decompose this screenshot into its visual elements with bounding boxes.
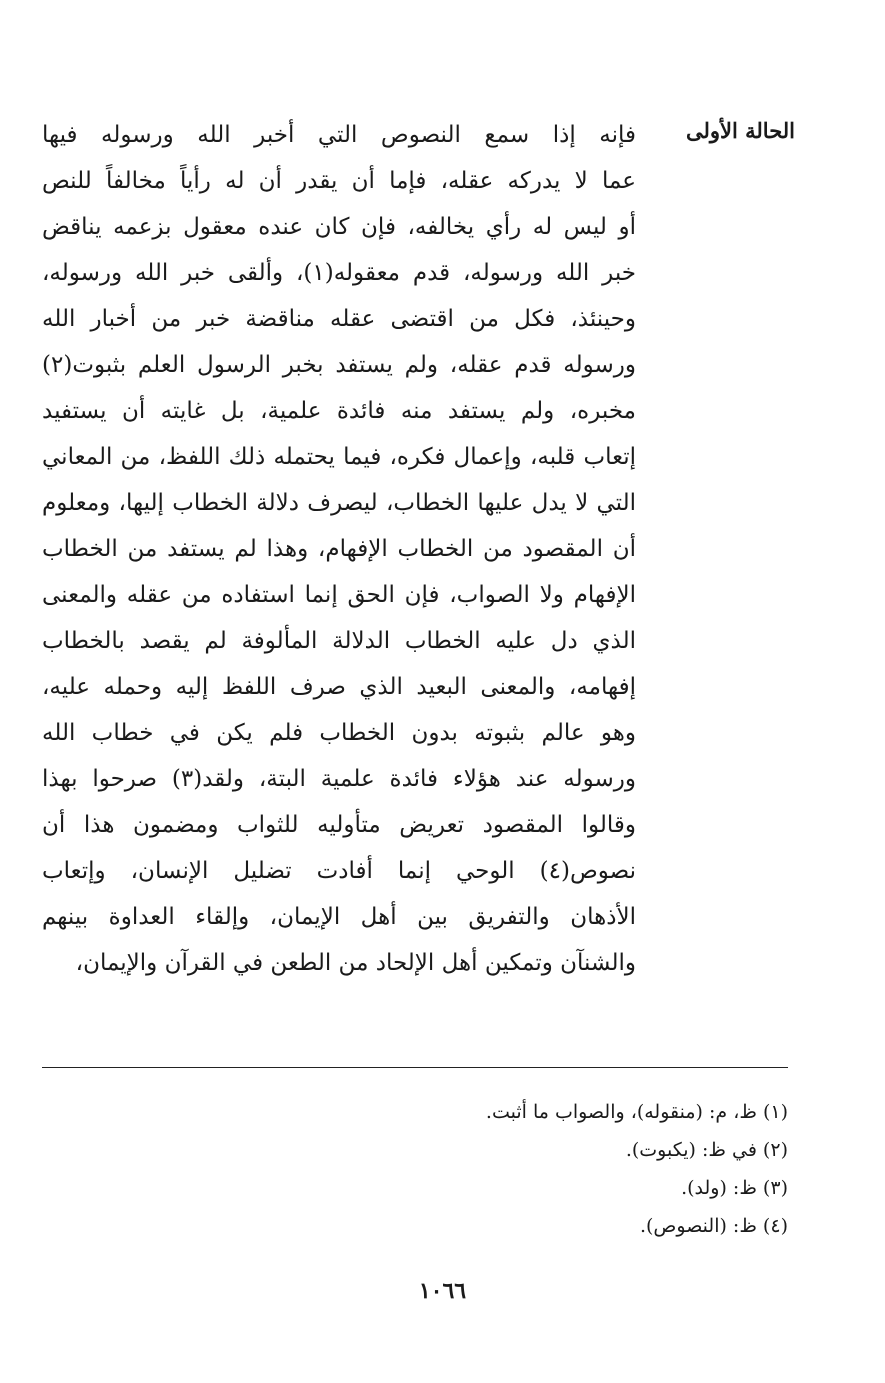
body-line: الذي دل عليه الخطاب الدلالة المألوفة لم يقصد بالخطاب [42, 628, 636, 654]
body-line: عما لا يدركه عقله، فإما أن يقدر أن له رأياً مخالفاً للنص [42, 168, 636, 194]
body-line: والشنآن وتمكين أهل الإلحاد من الطعن في القرآن والإيمان، [75, 950, 636, 976]
body-line: فإنه إذا سمع النصوص التي أخبر الله ورسوله فيها [42, 122, 636, 148]
body-line: إتعاب قلبه، وإعمال فكره، فيما يحتمله ذلك اللفظ، من المعاني [42, 444, 636, 470]
body-line: الأذهان والتفريق بين أهل الإيمان، وإلقاء العداوة بينهم [42, 904, 636, 930]
body-line: نصوص(٤) الوحي إنما أفادت تضليل الإنسان، وإتعاب [42, 858, 636, 884]
body-line: ورسوله قدم عقله، ولم يستفد بخبر الرسول العلم بثبوت(٢) [42, 352, 636, 378]
side-heading: الحالة الأولى [685, 118, 795, 143]
body-line: أن المقصود من الخطاب الإفهام، وهذا لم يستفد من الخطاب [42, 536, 636, 562]
body-line: إفهامه، والمعنى البعيد الذي صرف اللفظ إليه وحمله عليه، [42, 674, 636, 700]
body-line: وهو عالم بثبوته بدون الخطاب فلم يكن في خطاب الله [42, 720, 636, 746]
page-number: ١٠٦٦ [418, 1278, 467, 1304]
body-line: ورسوله عند هؤلاء فائدة علمية البتة، ولقد(٣) صرحوا بهذا [42, 766, 636, 792]
body-line: وقالوا المقصود تعريض متأوليه للثواب ومضمون هذا أن [42, 812, 636, 838]
body-line: مخبره، ولم يستفد منه فائدة علمية، بل غايته أن يستفيد [42, 398, 636, 424]
body-line: التي لا يدل عليها الخطاب، ليصرف دلالة الخطاب إليها، ومعلوم [42, 490, 636, 516]
body-line: خبر الله ورسوله، قدم معقوله(١)، وألقى خبر الله ورسوله، [42, 260, 636, 286]
footnote-divider [42, 1067, 788, 1068]
body-line: الإفهام ولا الصواب، فإن الحق إنما استفاده من عقله والمعنى [42, 582, 636, 608]
footnote: (٣) ظ: (ولد). [681, 1177, 788, 1199]
body-text [42, 112, 636, 986]
body-line: وحينئذ، فكل من اقتضى عقله مناقضة خبر من أخبار الله [42, 306, 636, 332]
footnote: (١) ظ، م: (منقوله)، والصواب ما أثبت. [485, 1101, 788, 1123]
body-line: أو ليس له رأي يخالفه، فإن كان عنده معقول بزعمه يناقض [42, 214, 636, 240]
footnote: (٢) في ظ: (يكبوت). [625, 1139, 788, 1161]
footnotes [42, 1093, 788, 1245]
footnote: (٤) ظ: (النصوص). [639, 1215, 788, 1237]
